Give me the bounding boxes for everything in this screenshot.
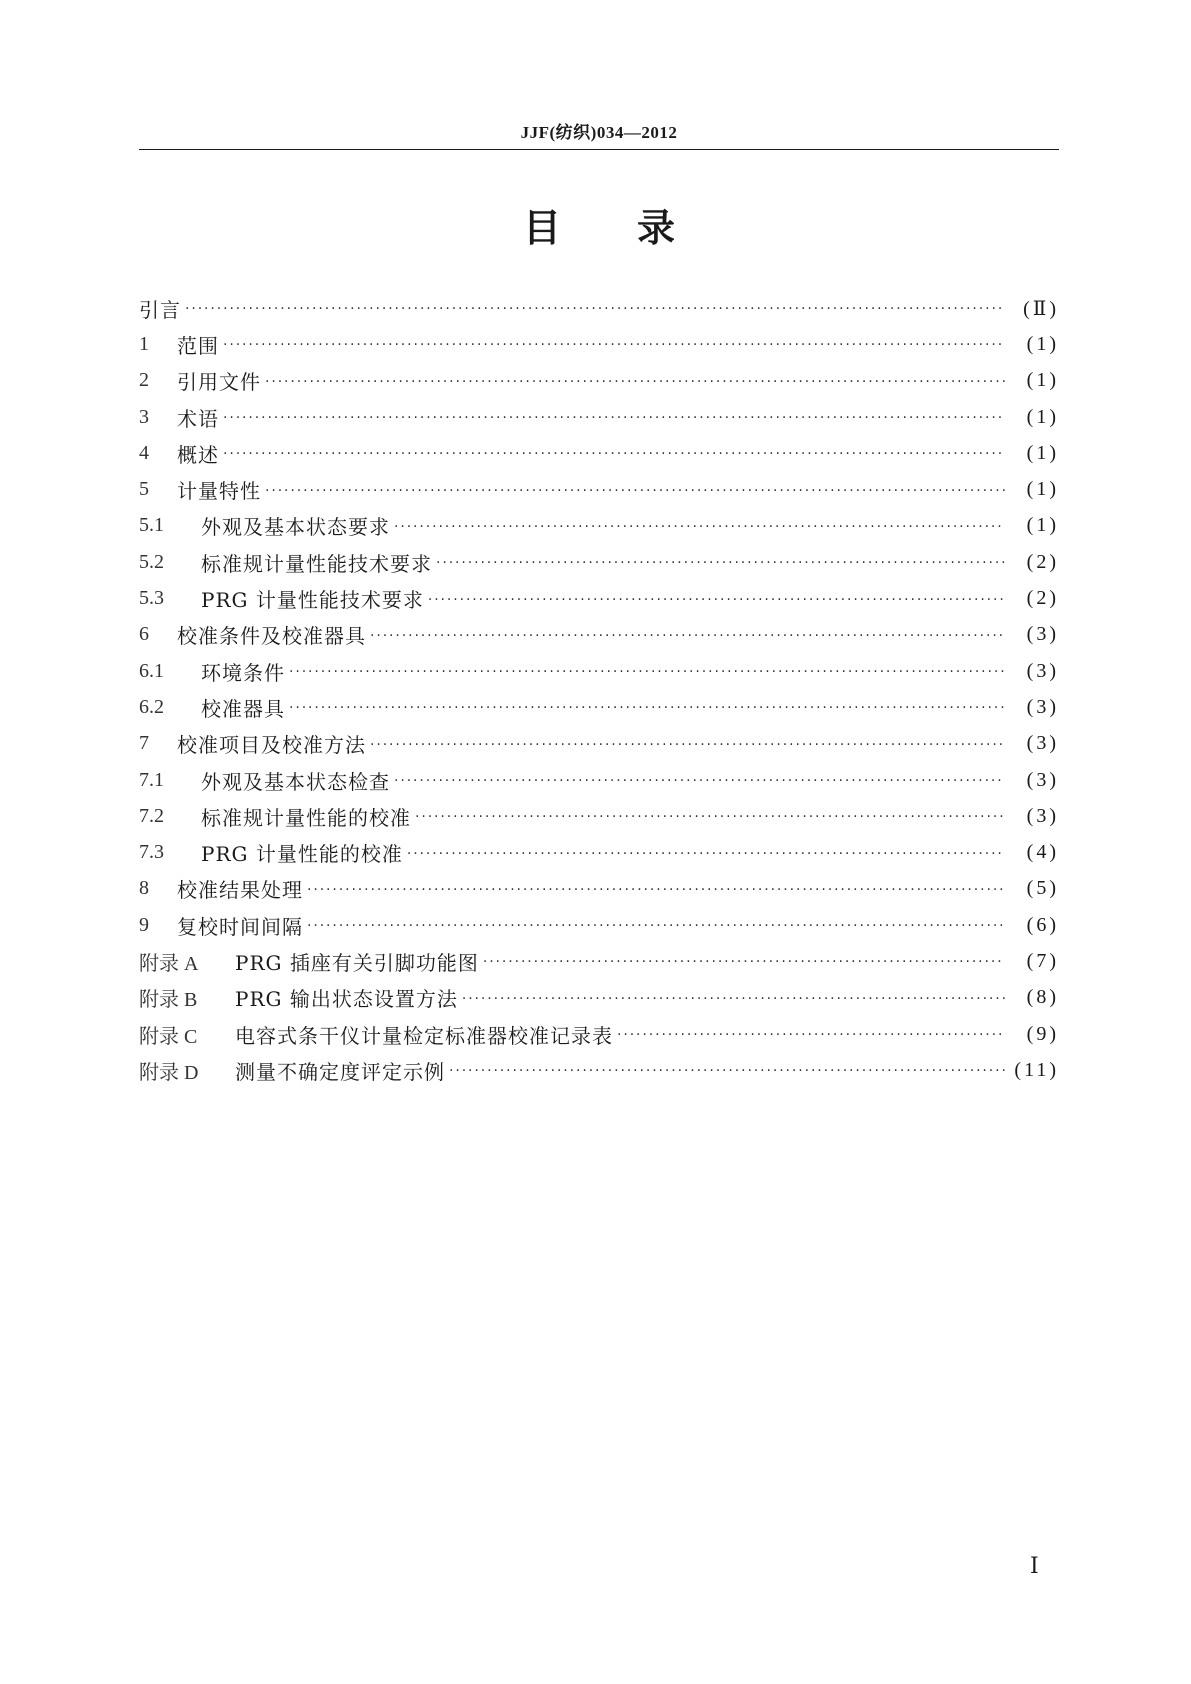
toc-entry-9[interactable] <box>139 907 1059 943</box>
toc-entry-page: (2) <box>1026 587 1059 610</box>
toc-entry-page: (1) <box>1026 514 1059 537</box>
toc-entry-number: 附录 B <box>139 989 198 1012</box>
toc-entry-appendix-c[interactable] <box>139 1016 1059 1052</box>
toc-entry-label: PRG 插座有关引脚功能图 <box>235 950 479 975</box>
toc-entry-4[interactable] <box>139 435 1059 471</box>
toc-entry-page: (3) <box>1026 768 1059 791</box>
toc-leader-dots <box>223 335 1005 355</box>
toc-entry-number: 5 <box>139 478 149 501</box>
toc-entry-number: 1 <box>139 332 149 355</box>
toc-entry-page: (Ⅱ) <box>1023 297 1059 320</box>
toc-entry-page: (3) <box>1026 695 1059 718</box>
toc-entry-label: 标准规计量性能技术要求 <box>201 551 432 576</box>
table-of-contents <box>139 290 1059 1089</box>
toc-entry-page: (7) <box>1026 949 1059 972</box>
toc-entry-label: PRG 计量性能技术要求 <box>201 588 424 613</box>
toc-entry-page: (1) <box>1026 369 1059 392</box>
toc-entry-6[interactable] <box>139 617 1059 653</box>
toc-leader-dots <box>415 807 1005 827</box>
toc-entry-number: 5.3 <box>139 587 164 610</box>
toc-entry-number: 6.2 <box>139 695 164 718</box>
toc-entry-page: (1) <box>1026 441 1059 464</box>
toc-entry-number: 8 <box>139 877 149 900</box>
toc-entry-number: 3 <box>139 405 149 428</box>
toc-leader-dots <box>394 771 1005 791</box>
toc-entry-label: 校准器具 <box>201 696 285 721</box>
toc-entry-label: 校准条件及校准器具 <box>177 624 366 649</box>
toc-entry-7-2[interactable] <box>139 798 1059 834</box>
toc-entry-label: 标准规计量性能的校准 <box>201 805 411 830</box>
toc-entry-appendix-a[interactable] <box>139 943 1059 979</box>
page-number: Ⅰ <box>1030 1553 1039 1578</box>
toc-leader-dots <box>223 444 1005 464</box>
toc-entry-6-1[interactable] <box>139 653 1059 689</box>
toc-entry-label: 环境条件 <box>201 660 285 685</box>
toc-leader-dots <box>289 662 1005 682</box>
toc-entry-number: 9 <box>139 913 149 936</box>
toc-entry-label: 复校时间间隔 <box>177 914 303 939</box>
toc-leader-dots <box>370 626 1005 646</box>
toc-entry-page: (6) <box>1026 913 1059 936</box>
toc-entry-label: PRG 输出状态设置方法 <box>235 987 458 1012</box>
toc-entry-page: (3) <box>1026 659 1059 682</box>
toc-entry-page: (1) <box>1026 478 1059 501</box>
toc-entry-page: (11) <box>1014 1058 1059 1081</box>
toc-leader-dots <box>617 1025 1005 1045</box>
toc-entry-3[interactable] <box>139 399 1059 435</box>
toc-entry-number: 6 <box>139 623 149 646</box>
toc-entry-appendix-b[interactable] <box>139 980 1059 1016</box>
toc-entry-label: 范围 <box>177 333 219 358</box>
toc-entry-number: 附录 D <box>139 1061 199 1084</box>
toc-entry-page: (3) <box>1026 804 1059 827</box>
toc-entry-number: 附录 A <box>139 952 199 975</box>
toc-entry-label: 电容式条干仪计量检定标准器校准记录表 <box>235 1023 613 1048</box>
toc-entry-appendix-d[interactable] <box>139 1052 1059 1088</box>
toc-entry-number: 5.1 <box>139 514 164 537</box>
toc-entry-8[interactable] <box>139 871 1059 907</box>
toc-entry-page: (3) <box>1026 623 1059 646</box>
toc-entry-number: 6.1 <box>139 659 164 682</box>
toc-entry-label: 外观及基本状态检查 <box>201 769 390 794</box>
toc-entry-page: (9) <box>1026 1022 1059 1045</box>
toc-leader-dots <box>407 844 1005 864</box>
toc-leader-dots <box>483 952 1005 972</box>
toc-leader-dots <box>436 553 1005 573</box>
toc-entry-page: (5) <box>1026 877 1059 900</box>
toc-leader-dots <box>289 698 1005 718</box>
toc-entry-label: PRG 计量性能的校准 <box>201 842 403 867</box>
toc-entry-5-1[interactable] <box>139 508 1059 544</box>
toc-leader-dots <box>428 590 1005 610</box>
toc-leader-dots <box>185 299 1005 319</box>
toc-entry-number: 附录 C <box>139 1025 198 1048</box>
toc-entry-number: 7.2 <box>139 804 164 827</box>
toc-leader-dots <box>462 989 1005 1009</box>
toc-entry-page: (2) <box>1026 550 1059 573</box>
toc-entry-label: 测量不确定度评定示例 <box>235 1059 445 1084</box>
toc-entry-page: (3) <box>1026 732 1059 755</box>
toc-leader-dots <box>307 880 1005 900</box>
toc-leader-dots <box>370 735 1005 755</box>
toc-leader-dots <box>223 408 1005 428</box>
toc-entry-label: 引用文件 <box>177 370 261 395</box>
toc-entry-number: 7.3 <box>139 841 164 864</box>
toc-entry-label: 术语 <box>177 406 219 431</box>
toc-entry-6-2[interactable] <box>139 689 1059 725</box>
toc-leader-dots <box>307 916 1005 936</box>
toc-title-char-1: 目 <box>522 206 561 250</box>
toc-entry-label: 校准结果处理 <box>177 878 303 903</box>
toc-entry-label: 概述 <box>177 442 219 467</box>
toc-entry-1[interactable] <box>139 326 1059 362</box>
toc-leader-dots <box>394 517 1005 537</box>
toc-entry-page: (4) <box>1026 841 1059 864</box>
toc-entry-label: 校准项目及校准方法 <box>177 733 366 758</box>
toc-entry-page: (1) <box>1026 405 1059 428</box>
toc-title-char-2: 录 <box>637 206 676 250</box>
toc-entry-5-3[interactable] <box>139 580 1059 616</box>
toc-leader-dots <box>265 372 1005 392</box>
toc-entry-7-3[interactable] <box>139 834 1059 870</box>
toc-entry-number: 5.2 <box>139 550 164 573</box>
toc-title <box>139 203 1059 253</box>
toc-leader-dots <box>265 481 1005 501</box>
toc-entry-5-2[interactable] <box>139 544 1059 580</box>
toc-entry-page: (8) <box>1026 986 1059 1009</box>
toc-entry-label: 引言 <box>139 297 181 322</box>
toc-entry-label: 计量特性 <box>177 479 261 504</box>
toc-entry-page: (1) <box>1026 332 1059 355</box>
toc-entry-5[interactable] <box>139 471 1059 507</box>
header-divider <box>139 149 1059 150</box>
toc-entry-number: 7.1 <box>139 768 164 791</box>
toc-entry-label: 外观及基本状态要求 <box>201 515 390 540</box>
toc-entry-2[interactable] <box>139 363 1059 399</box>
toc-entry-7[interactable] <box>139 726 1059 762</box>
toc-entry-foreword[interactable] <box>139 290 1059 326</box>
toc-entry-number: 4 <box>139 441 149 464</box>
document-code-header: JJF(纺织)034—2012 <box>520 123 678 142</box>
toc-entry-number: 2 <box>139 369 149 392</box>
toc-leader-dots <box>449 1061 1005 1081</box>
toc-entry-7-1[interactable] <box>139 762 1059 798</box>
toc-entry-number: 7 <box>139 732 149 755</box>
